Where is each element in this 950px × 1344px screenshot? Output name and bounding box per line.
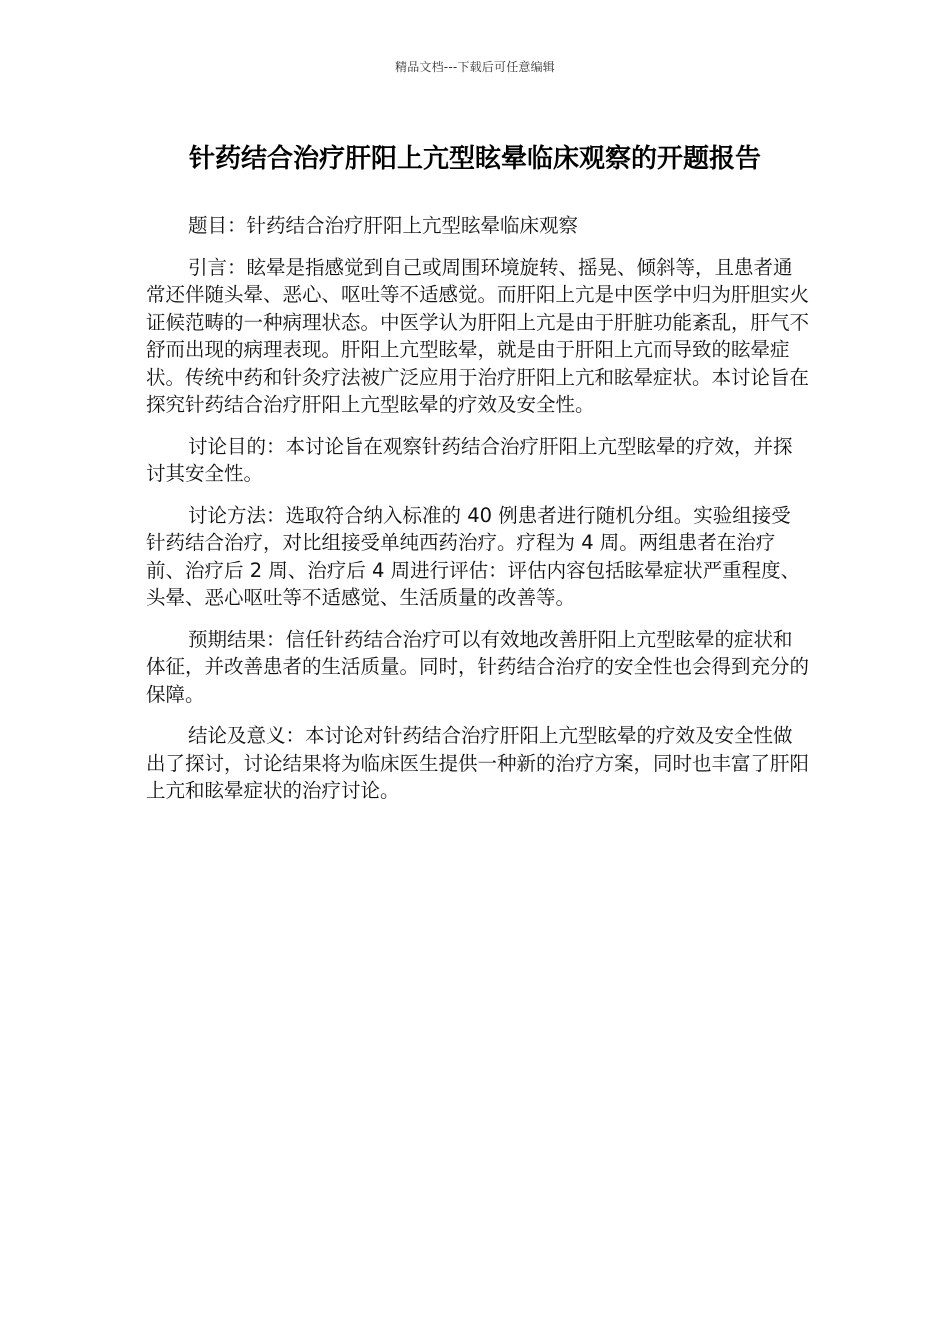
paragraph-label: 结论及意义： xyxy=(188,724,306,747)
paragraph-text: 本讨论对针药结合治疗肝阳上亢型眩晕的疗效及安全性做出了探讨，讨论结果将为临床医生提供一种新的治疗方案，同时也丰富了肝阳上亢和眩晕症状的治疗讨论。 xyxy=(146,724,810,802)
paragraph-purpose xyxy=(146,433,810,488)
document-title: 针药结合治疗肝阳上亢型眩晕临床观察的开题报告 xyxy=(188,144,761,174)
paragraph-methods xyxy=(146,502,810,612)
paragraph-conclusion xyxy=(146,722,810,805)
paragraph-label: 引言： xyxy=(188,255,247,279)
header-note: 精品文档---下载后可任意编辑 xyxy=(395,60,555,74)
document-body xyxy=(146,212,810,819)
paragraph-introduction xyxy=(146,254,810,419)
paragraph-label: 讨论方法： xyxy=(188,503,286,527)
paragraph-topic xyxy=(146,212,810,240)
paragraph-expected-results xyxy=(146,626,810,709)
paragraph-text: 选取符合纳入标准的 40 例患者进行随机分组。实验组接受针药结合治疗，对比组接受单纯西药治疗。疗程为 4 周。两组患者在治疗前、治疗后 2 周、治疗后 4 周进行评估：评估内容包括眩晕症状严重程度、头晕、恶心呕吐等不适感觉、生活质量的改善等。 xyxy=(146,503,801,609)
paragraph-text: 信任针药结合治疗可以有效地改善肝阳上亢型眩晕的症状和体征，并改善患者的生活质量。同时，针药结合治疗的安全性也会得到充分的保障。 xyxy=(146,627,810,706)
paragraph-text: 眩晕是指感觉到自己或周围环境旋转、摇晃、倾斜等，且患者通常还伴随头晕、恶心、呕吐等不适感觉。而肝阳上亢是中医学中归为肝胆实火证候范畴的一种病理状态。中医学认为肝阳上亢是由于肝脏功能紊乱，肝气不舒而出现的病理表现。肝阳上亢型眩晕，就是由于肝阳上亢而导致的眩晕症状。传统中药和针灸疗法被广泛应用于治疗肝阳上亢和眩晕症状。本讨论旨在探究针药结合治疗肝阳上亢型眩晕的疗效及安全性。 xyxy=(146,255,810,416)
paragraph-label: 预期结果： xyxy=(188,627,286,651)
paragraph-text: 本讨论旨在观察针药结合治疗肝阳上亢型眩晕的疗效，并探讨其安全性。 xyxy=(146,434,793,485)
paragraph-label: 题目： xyxy=(188,214,247,237)
paragraph-text: 针药结合治疗肝阳上亢型眩晕临床观察 xyxy=(246,214,579,237)
paragraph-label: 讨论目的： xyxy=(188,434,286,458)
